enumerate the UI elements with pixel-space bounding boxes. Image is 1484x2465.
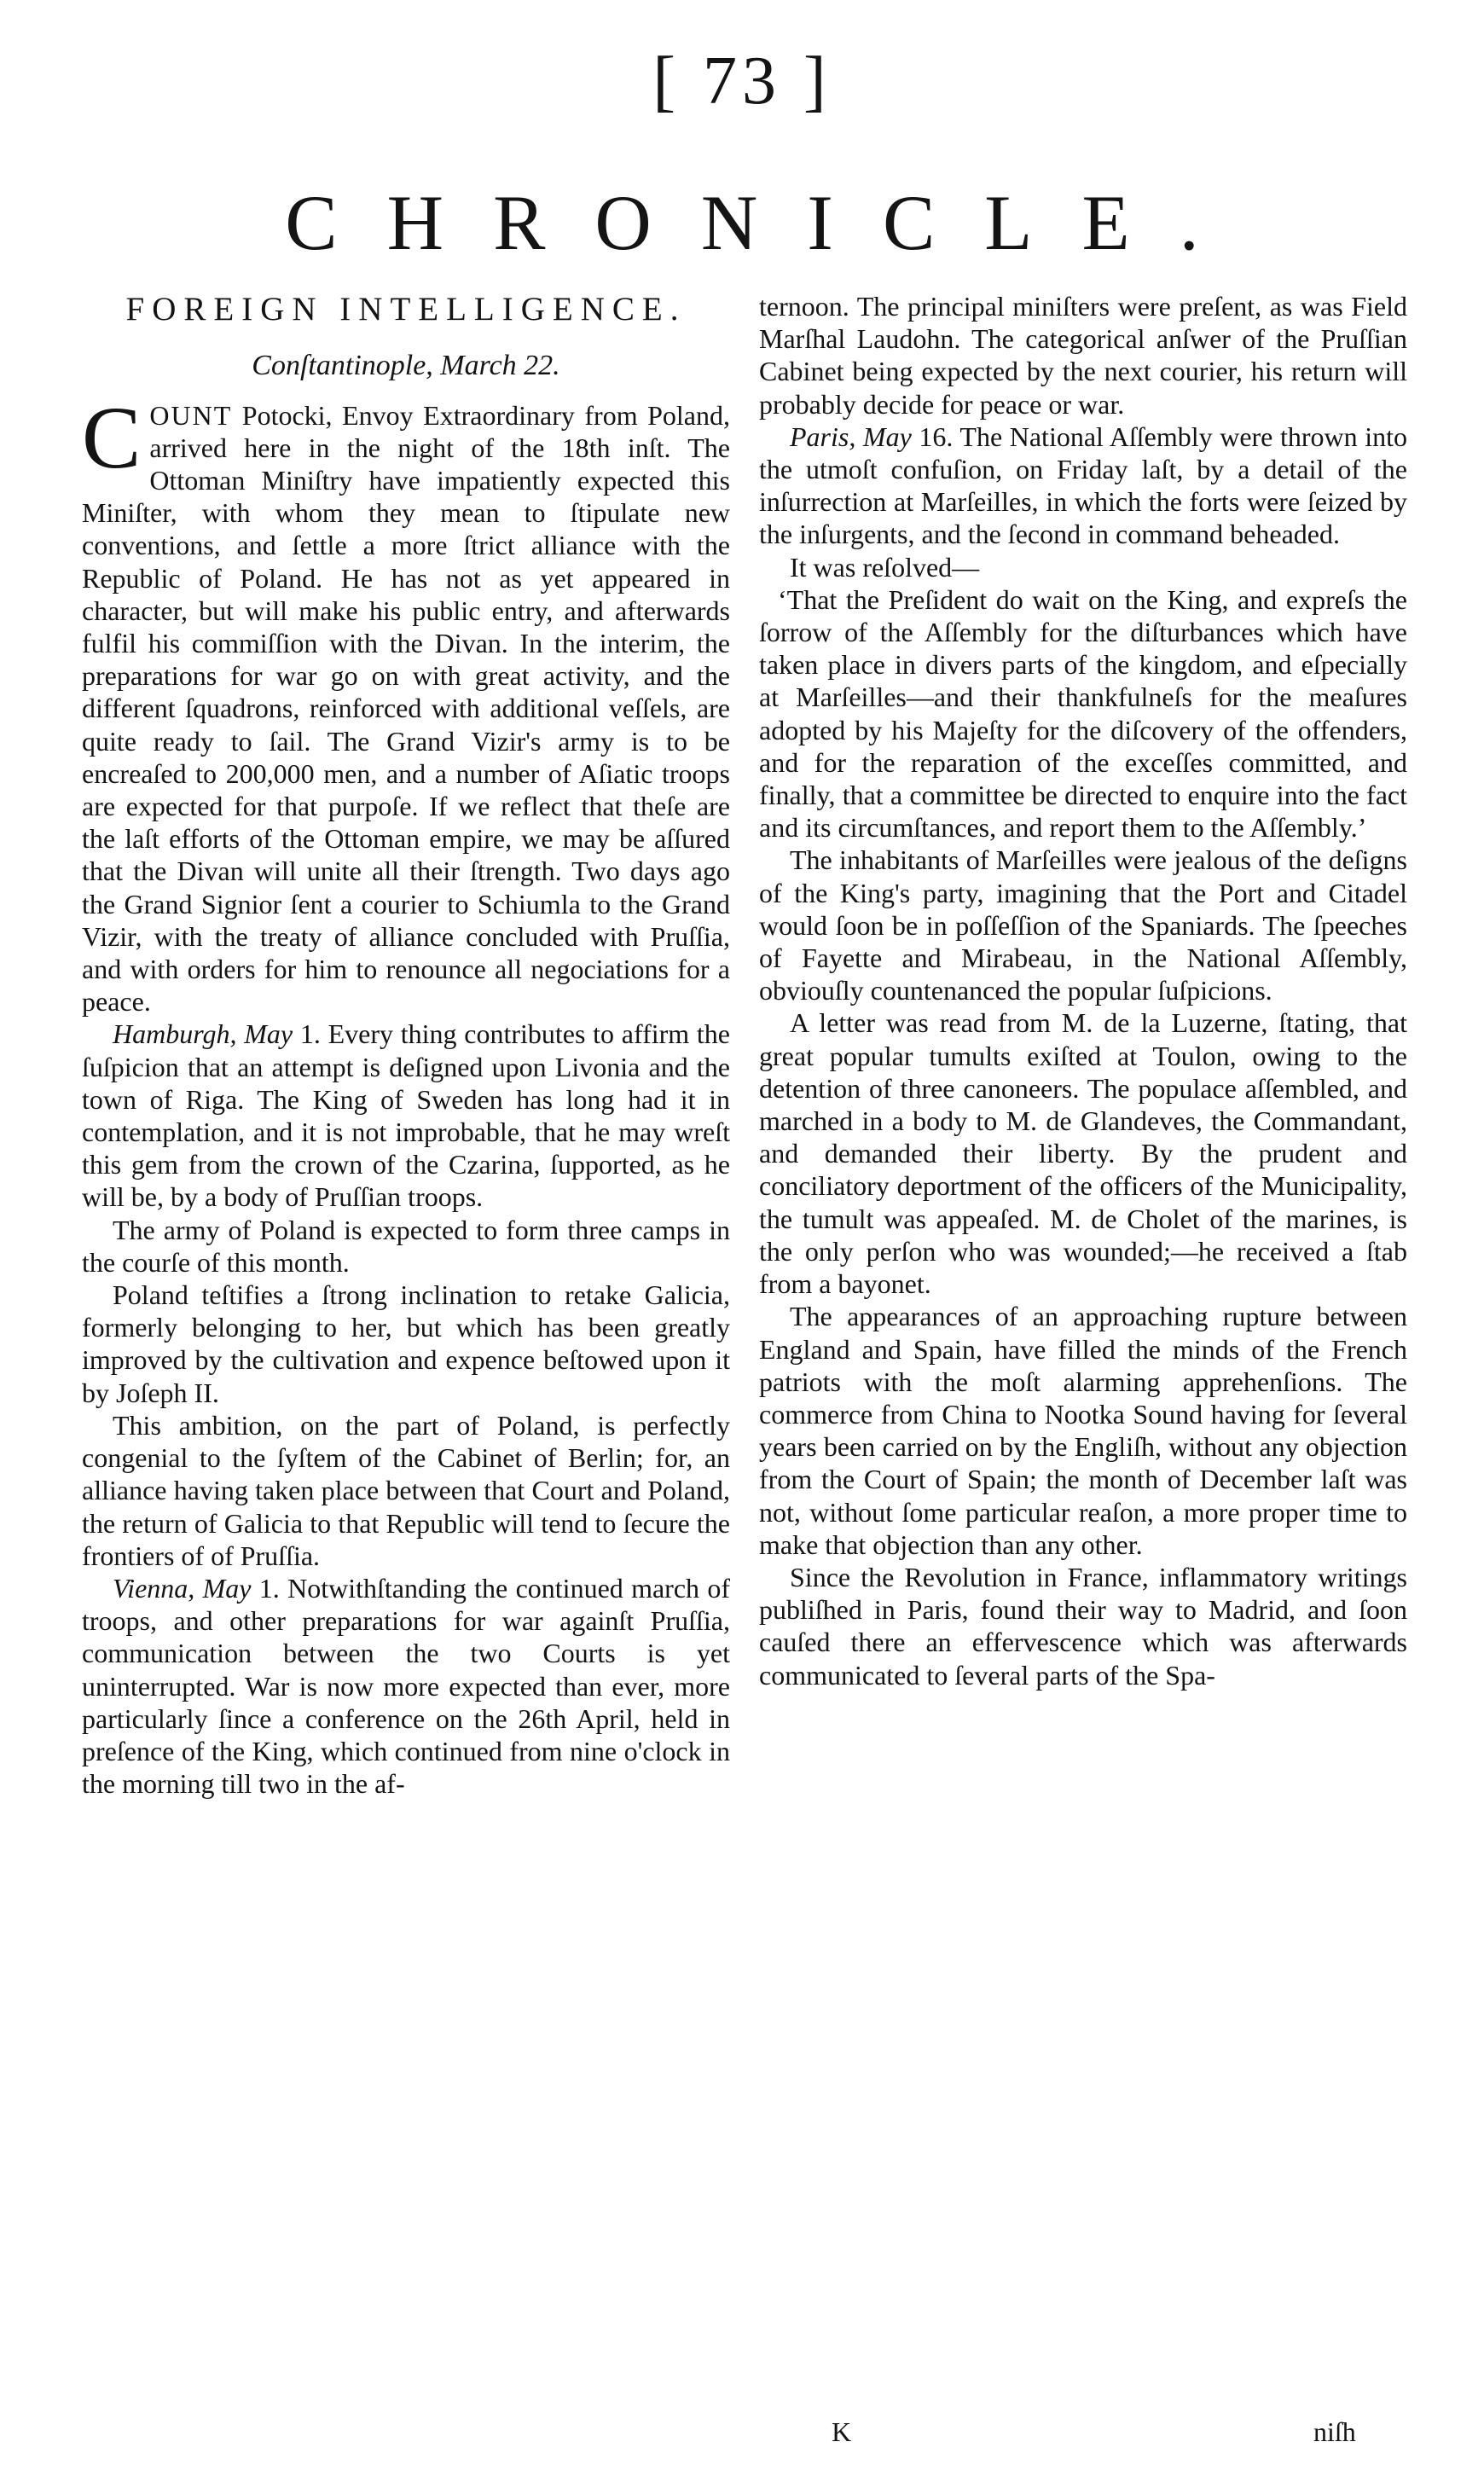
page-number: [ 73 ] [652, 44, 832, 119]
section-title: FOREIGN INTELLIGENCE. [125, 291, 687, 328]
paragraph-army-poland: The army of Poland is expected to form three camps in the courſe of this month. [82, 1214, 730, 1278]
place-date: Hamburgh, May [113, 1018, 293, 1050]
paragraph-resolved: It was reſolved— [790, 551, 980, 583]
drop-cap: C [82, 388, 142, 487]
left-column [82, 290, 730, 1800]
paragraph-resolution-quote: ‘That the Preſident do wait on the King, and expreſs the ſorrow of the Aſſembly for the diſturbances which have taken place in divers parts of the kingdom, and eſpecially at Marſeilles—and their thankfulneſs for the meaſures adopted by his Majeſty for the diſcovery of the offenders, and for the reparation of the exceſſes committed, and finally, that a committee be directed to enquire into the fact and its circumſtances, and report them to the Aſſembly.’ [759, 583, 1407, 844]
paragraph-text: 1. Every thing contributes to affirm the ſuſpicion that an attempt is deſigned upon Livonia and the town of Riga. The King of Sweden has long had it in contemplation, and it is not improbable, that he may wreſt this gem from the crown of the Czarina, ſupported, as he will be, by a body of Pruſſian troops. [82, 1018, 731, 1213]
paragraph-vienna [82, 1572, 730, 1800]
paragraph-paris [759, 420, 1407, 551]
lead-word: OUNT [149, 399, 233, 431]
right-column [759, 290, 1407, 1691]
paragraph-text: Potocki, Envoy Extraordinary from Poland, arrived here in the night of the 18th inſt. The Ottoman Miniſtry have impatiently expected this Miniſter, with whom they mean to ſtipulate new conventions, and ſettle a more ſtrict alliance with the Republic of Poland. He has not as yet appeared in character, but will make his public entry, and afterwards fulfil his commiſſion with the Divan. In the interim, the preparations for war go on with great activity, and the different ſquadrons, reinforced with additional veſſels, are quite ready to ſail. The Grand Vizir's army is to be encreaſed to 200,000 men, and a number of Aſiatic troops are expected for that purpoſe. If we reflect that theſe are the laſt efforts of the Ottoman empire, we may be aſſured that the Divan will unite all their ſtrength. Two days ago the Grand Signior ſent a courier to Schiumla to the Grand Vizir, with the treaty of alliance concluded with Pruſſia, and with orders for him to renounce all negociations for a peace. [82, 399, 730, 1018]
catchword: niſh [1313, 2416, 1356, 2447]
paragraph-continuation: ternoon. The principal miniſters were preſent, as was Field Marſhal Laudohn. The categorical anſwer of the Pruſſian Cabinet being expected by the next courier, his return will probably decide for peace or war. [759, 291, 1407, 420]
place-date: Vienna, May [113, 1572, 252, 1604]
paragraph-luzerne-letter: A letter was read from M. de la Luzerne, ſtating, that great popular tumults exiſted at Toulon, owing to the detention of three canoneers. The populace aſſembled, and marched in a body to M. de Glandeves, the Commandant, and demanded their liberty. By the prudent and conciliatory deportment of the officers of the Municipality, the tumult was appeaſed. M. de Cholet of the marines, is the only perſon who was wounded;—he received a ſtab from a bayonet. [759, 1007, 1407, 1300]
place-date: Paris, May [790, 420, 912, 452]
paragraph-ambition: This ambition, on the part of Poland, is perfectly congenial to the ſyſtem of the Cabinet of Berlin; for, an alliance having taken place between that Court and Poland, the return of Galicia to that Republic will tend to ſecure the frontiers of of Pruſſia. [82, 1409, 730, 1571]
paragraph-text: 16. The National Aſſembly were thrown into the utmoſt confuſion, on Friday laſt, by a detail of the inſurrection at Marſeilles, in which the forts were ſeized by the inſurgents, and the ſecond in command beheaded. [759, 420, 1408, 550]
paragraph-text: 1. Notwithſtanding the continued march of troops, and other preparations for war againſt Pruſſia, communication between the two Courts is yet uninterrupted. War is now more expected than ever, more particularly ſince a conference on the 26th April, held in preſence of the King, which continued from nine o'clock in the morning till two in the af- [82, 1572, 731, 1800]
signature-mark: K [832, 2416, 852, 2447]
paragraph-revolution-france: Since the Revolution in France, inflammatory writings publiſhed in Paris, found their way to Madrid, and ſoon cauſed there an effervescence which was afterwards communicated to ſeveral parts of the Spa- [759, 1561, 1407, 1691]
paragraph-hamburgh [82, 1018, 730, 1213]
dateline: Conſtantinople, March 22. [252, 349, 560, 381]
paragraph-galicia: Poland teſtifies a ſtrong inclination to retake Galicia, formerly belonging to her, but which has been greatly improved by the cultivation and expence beſtowed upon it by Joſeph II. [82, 1279, 730, 1408]
page-title: CHRONICLE. [285, 179, 1249, 266]
paragraph-constantinople [82, 388, 730, 1018]
paragraph-marseilles: The inhabitants of Marſeilles were jealous of the deſigns of the King's party, imagining that the Port and Citadel would ſoon be in poſſeſſion of the Spaniards. The ſpeeches of Fayette and Mirabeau, in the National Aſſembly, obviouſly countenanced the popular ſuſpicions. [759, 844, 1407, 1006]
paragraph-england-spain: The appearances of an approaching rupture between England and Spain, have filled the minds of the French patriots with the moſt alarming apprehenſions. The commerce from China to Nootka Sound having for ſeveral years been carried on by the Engliſh, without any objection from the Court of Spain; the month of December laſt was not, without ſome particular reaſon, a more proper time to make that objection than any other. [759, 1301, 1407, 1560]
